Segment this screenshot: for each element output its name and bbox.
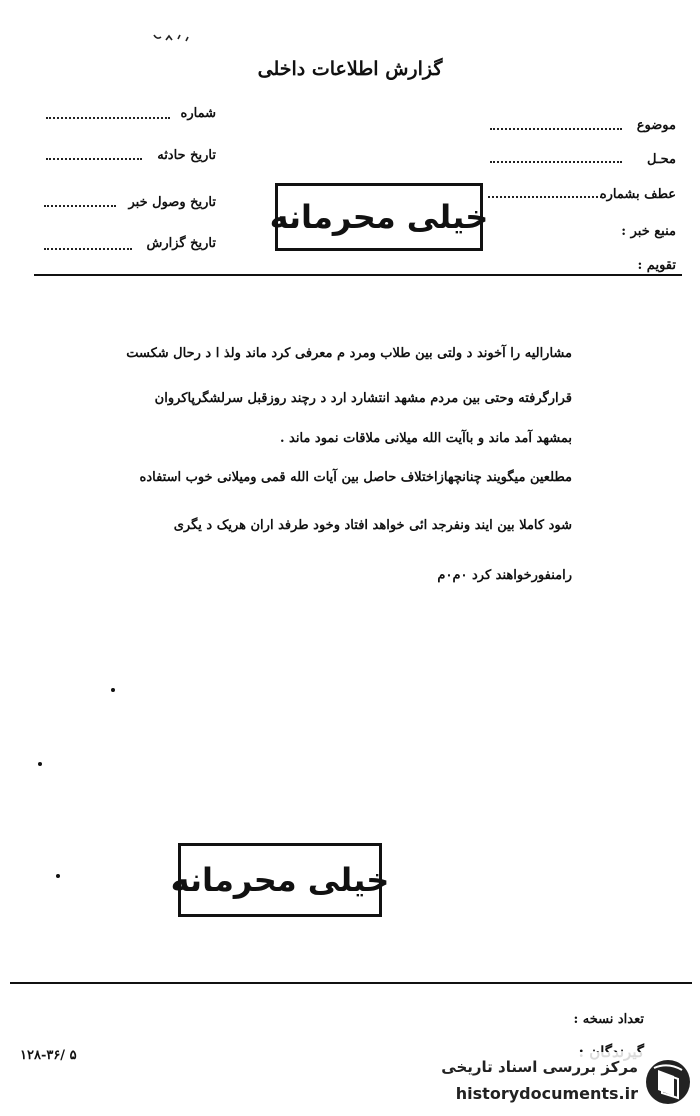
field-location-label: محـل [646,152,676,167]
top-scribble [152,30,194,44]
body-line-2: قرارگرفته وحتی بین مردم مشهد انتشارد ارد د رچند روزقبل سرلشگرپاکروان [154,391,572,406]
field-reference-dots [488,196,602,198]
field-receipt-date-label: تاریخ وصول خبر [128,195,216,210]
body-line-1: مشارالیه را آخوند د ولتی بین طلاب ومرد م معرفی کرد ماند ولذ ا د رحال شکست [126,346,572,361]
field-incident-date-dots [46,158,142,160]
document-number: ۱۲۸-۳۶/ ۵ [20,1048,77,1063]
body-line-3: بمشهد آمد ماند و باآیت الله میلانی ملاقات نمود ماند . [279,431,572,446]
archive-logo-icon [644,1058,692,1106]
watermark-url: historydocuments.ir [455,1084,638,1103]
confidential-stamp-top: خیلی محرمانه [275,183,483,251]
field-incident-date-label: تاریخ حادثه [157,148,216,163]
footer-divider [10,982,692,984]
field-source-label: منبع خبر : [621,224,676,239]
stray-mark [38,762,42,766]
field-subject-dots [490,128,622,130]
field-receipt-date-dots [44,205,116,207]
field-subject-label: موضوع [636,118,676,133]
field-calendar-label: تقویم : [637,258,676,273]
confidential-stamp-bottom: خیلی محرمانه [178,843,382,917]
header-divider [34,274,682,276]
archive-watermark [414,1052,696,1112]
report-title: گزارش اطلاعات داخلی [257,58,443,80]
stray-mark [111,688,115,692]
field-report-date-label: تاریخ گزارش [146,236,216,251]
body-line-4: مطلعین میگویند چنانچهازاختلاف حاصل بین آیات الله قمی ومیلانی خوب استفاده [139,470,572,485]
body-line-6: رامنفورخواهند کرد ۰م۰م [437,568,572,583]
body-line-5: شود کاملا بین ایند ونفرجد ائی خواهد افتاد وخود طرفد اران هریک د یگری [173,518,572,533]
field-location-dots [490,161,622,163]
copies-label: تعداد نسخه : [573,1012,644,1027]
field-reference-label: عطف بشماره [599,187,676,202]
watermark-title: مرکز بررسی اسناد تاریخی [441,1058,638,1076]
field-report-date-dots [44,248,132,250]
field-number-dots [46,117,170,119]
stray-mark [56,874,60,878]
field-number-label: شماره [180,106,216,121]
